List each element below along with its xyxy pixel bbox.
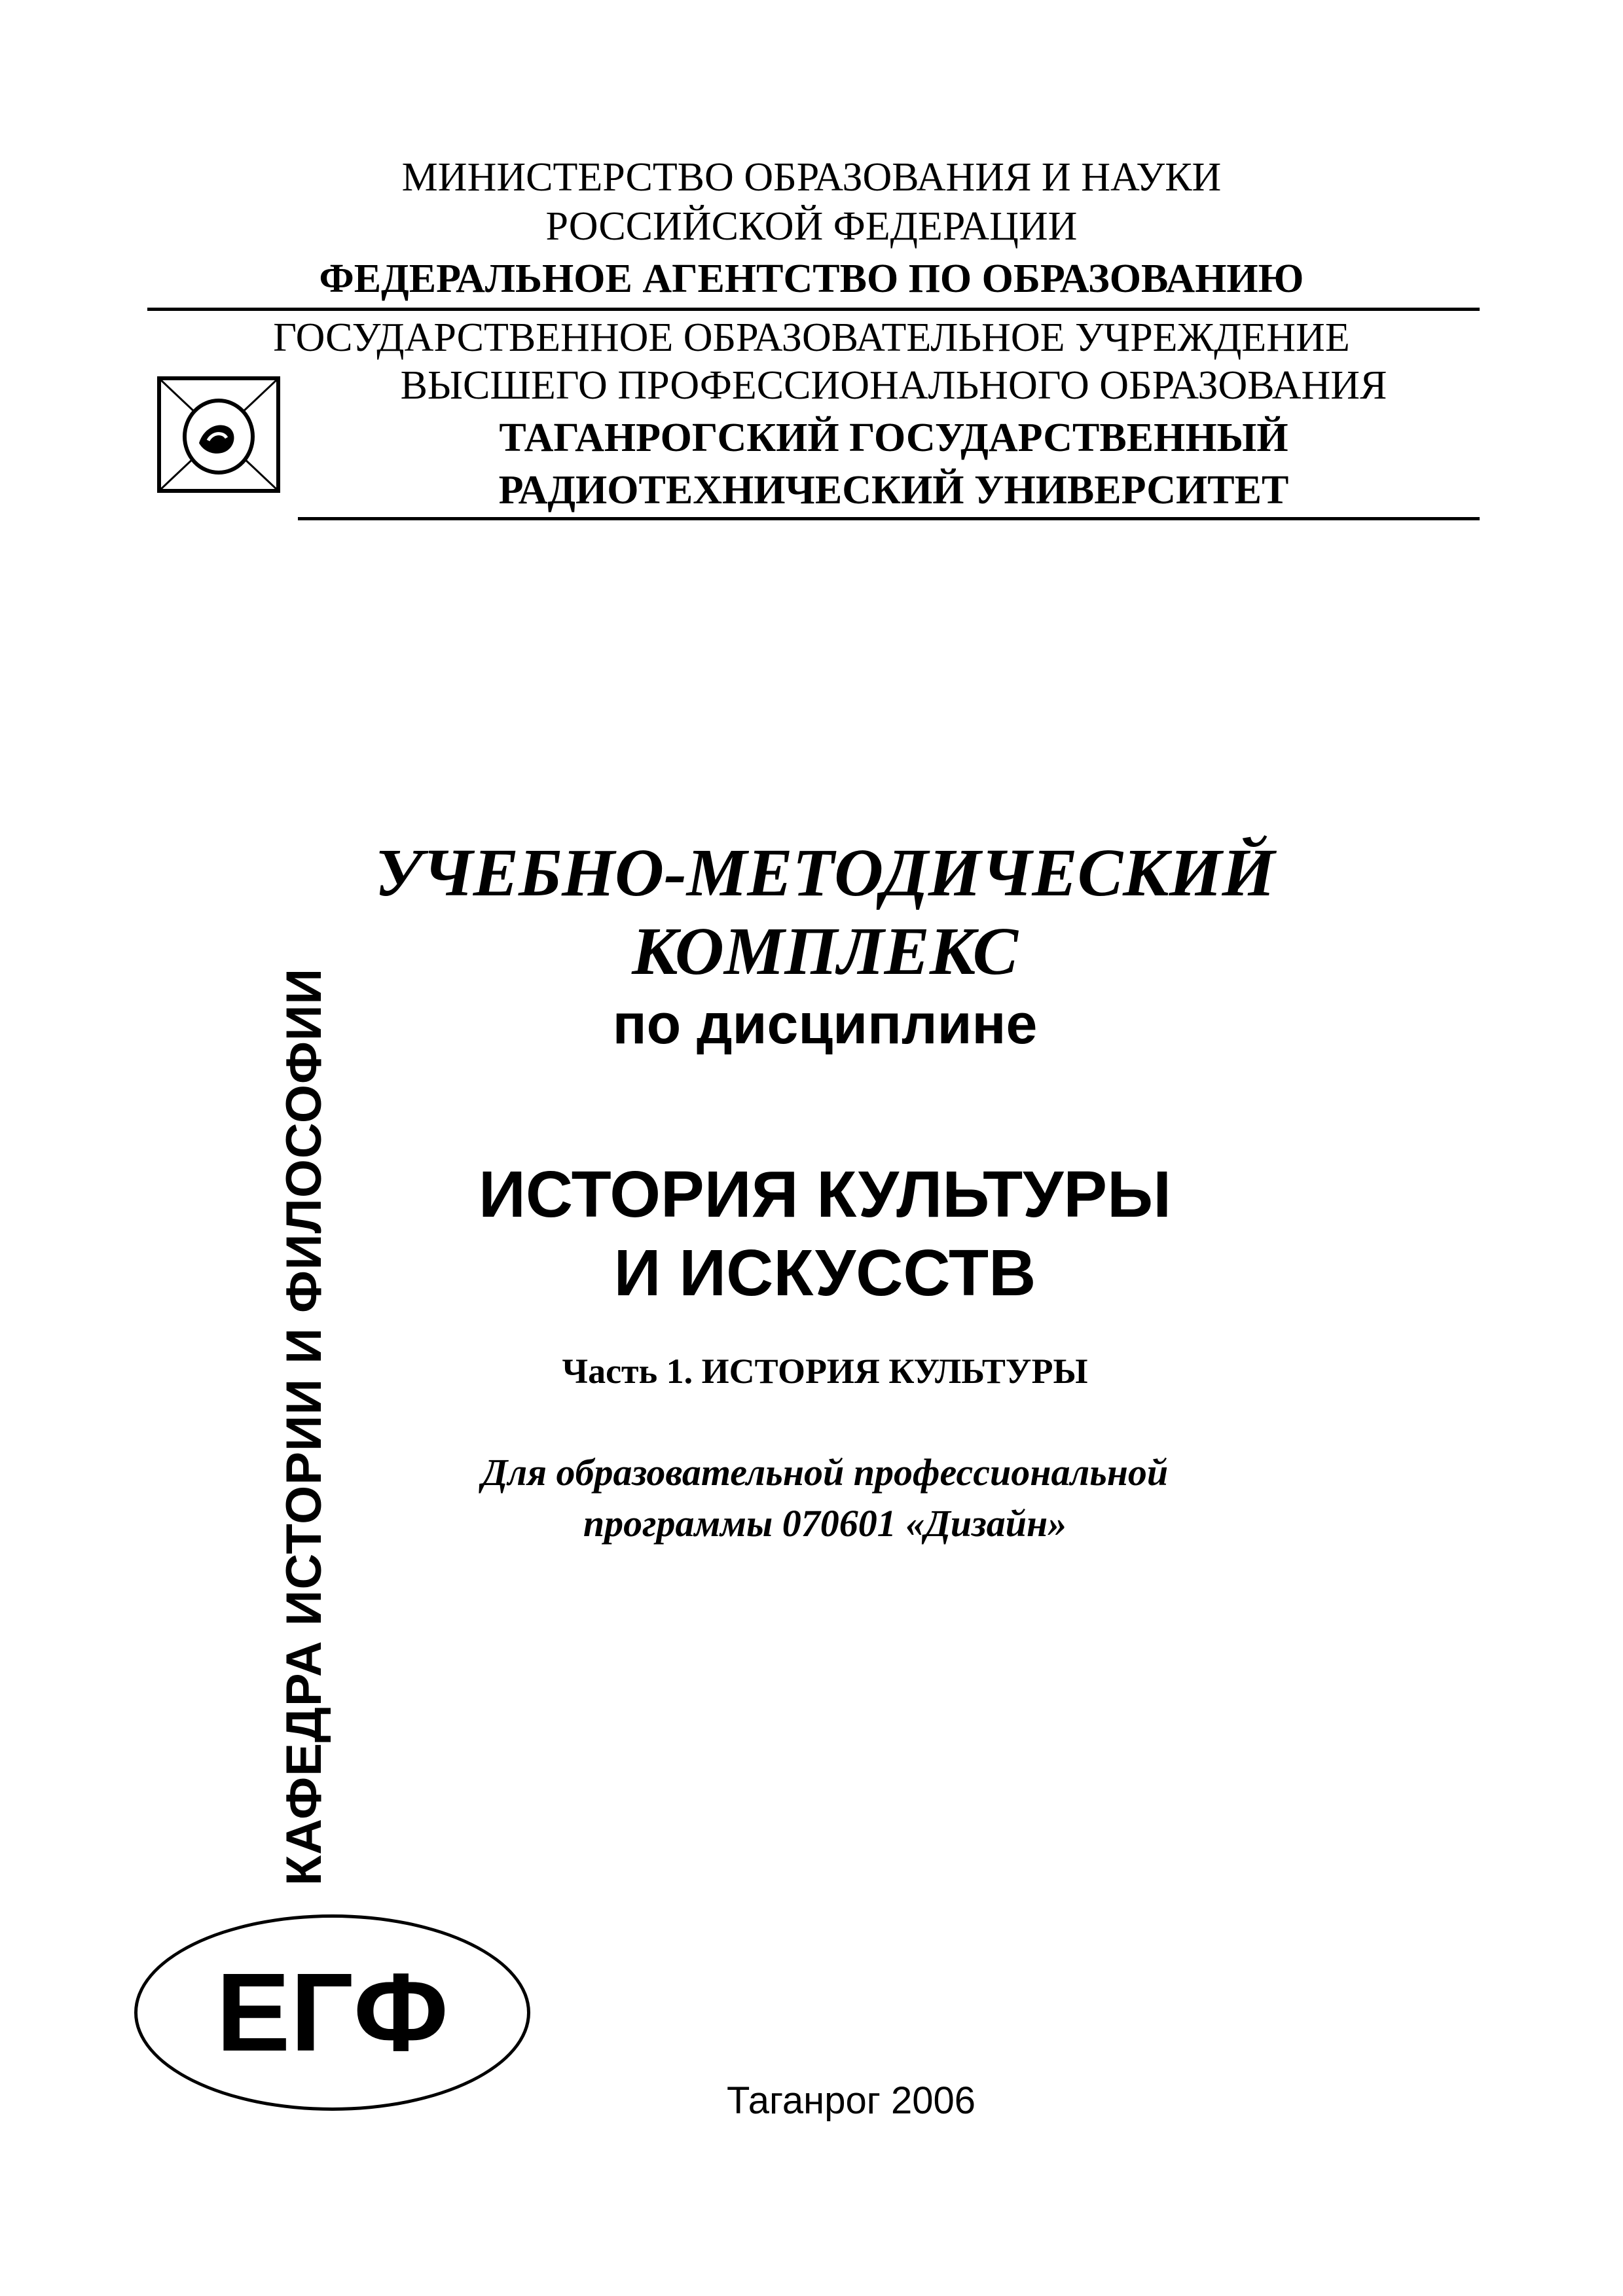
ministry-line-2: РОССИЙСКОЙ ФЕДЕРАЦИИ xyxy=(545,204,1078,249)
program-line-1: Для образовательной профессиональной xyxy=(481,1451,1169,1494)
discipline-line-1: ИСТОРИЯ КУЛЬТУРЫ xyxy=(479,1158,1171,1231)
doc-title-line-1: УЧЕБНО-МЕТОДИЧЕСКИЙ xyxy=(374,835,1275,910)
header-top-rule xyxy=(147,308,1480,311)
faculty-stamp xyxy=(134,1914,530,2111)
discipline-line-2: И ИСКУССТВ xyxy=(613,1236,1036,1310)
part-label: Часть 1. ИСТОРИЯ КУЛЬТУРЫ xyxy=(562,1352,1088,1391)
doc-subtitle: по дисциплине xyxy=(612,993,1038,1056)
doc-title-line-2: КОМПЛЕКС xyxy=(632,914,1018,989)
university-logo xyxy=(157,376,280,493)
header-bottom-rule xyxy=(298,517,1480,520)
university-name-line-2: РАДИОТЕХНИЧЕСКИЙ УНИВЕРСИТЕТ xyxy=(498,468,1289,512)
program-line-2: программы 070601 «Дизайн» xyxy=(583,1502,1067,1545)
university-name-line-1: ТАГАНРОГСКИЙ ГОСУДАРСТВЕННЫЙ xyxy=(499,416,1288,460)
ministry-line-1: МИНИСТЕРСТВО ОБРАЗОВАНИЯ И НАУКИ xyxy=(401,155,1222,200)
faculty-stamp-text: ЕГФ xyxy=(216,1950,448,2075)
city-year: Таганрог 2006 xyxy=(726,2079,976,2122)
department-side-label xyxy=(268,920,340,1934)
agency-line: ФЕДЕРАЛЬНОЕ АГЕНТСТВО ПО ОБРАЗОВАНИЮ xyxy=(319,257,1304,301)
institution-line-2: ВЫСШЕГО ПРОФЕССИОНАЛЬНОГО ОБРАЗОВАНИЯ xyxy=(400,363,1387,408)
department-text: КАФЕДРА ИСТОРИИ И ФИЛОСОФИИ xyxy=(276,967,332,1886)
institution-line-1: ГОСУДАРСТВЕННОЕ ОБРАЗОВАТЕЛЬНОЕ УЧРЕЖДЕНИЕ xyxy=(273,315,1350,360)
university-emblem-icon xyxy=(161,380,276,489)
